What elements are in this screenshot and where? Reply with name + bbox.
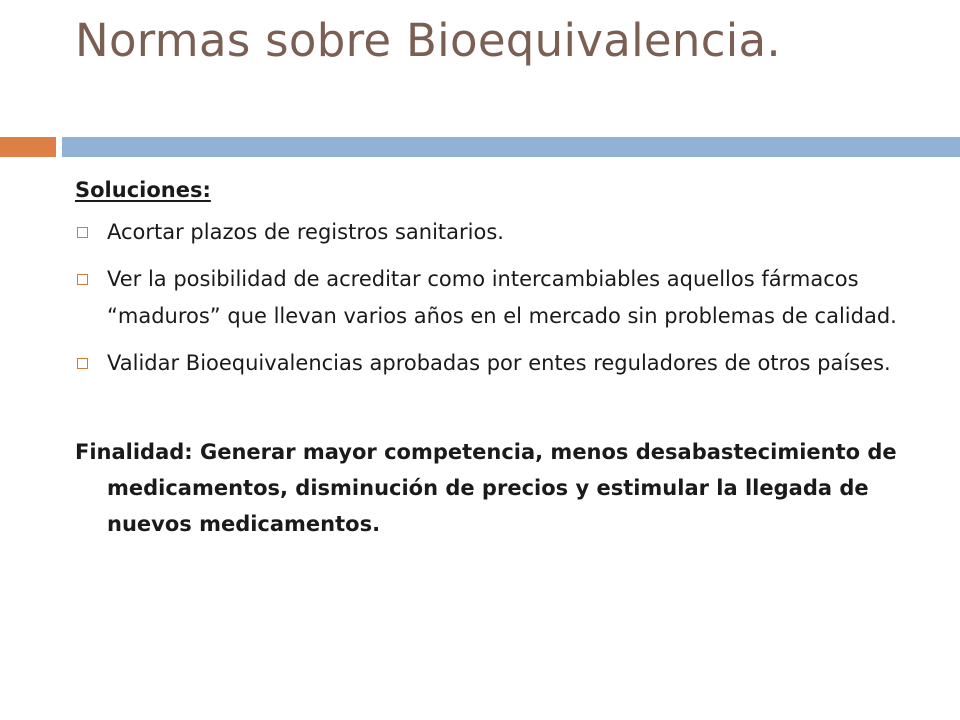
solutions-heading: Soluciones: bbox=[75, 178, 211, 202]
list-item-text: Ver la posibilidad de acreditar como intercambiables aquellos fármacos “maduros” que llevan varios años en el mercado sin problemas de calidad. bbox=[107, 267, 897, 328]
slide-title: Normas sobre Bioequivalencia. bbox=[75, 14, 782, 67]
square-bullet-icon bbox=[77, 274, 88, 285]
slide-content bbox=[75, 172, 935, 542]
list-item bbox=[75, 345, 935, 382]
list-item-text: Validar Bioequivalencias aprobadas por entes reguladores de otros países. bbox=[107, 351, 891, 375]
finalidad-paragraph: Finalidad: Generar mayor competencia, menos desabastecimiento de medicamentos, disminución de precios y estimular la llegada de nuevos medicamentos. bbox=[75, 440, 897, 536]
list-item bbox=[75, 261, 935, 335]
blue-accent-bar bbox=[62, 137, 960, 157]
list-item-text: Acortar plazos de registros sanitarios. bbox=[107, 220, 504, 244]
square-bullet-icon bbox=[77, 358, 88, 369]
list-item bbox=[75, 214, 935, 251]
solutions-list bbox=[75, 214, 935, 382]
square-bullet-icon bbox=[77, 227, 88, 238]
orange-accent-bar bbox=[0, 137, 56, 157]
